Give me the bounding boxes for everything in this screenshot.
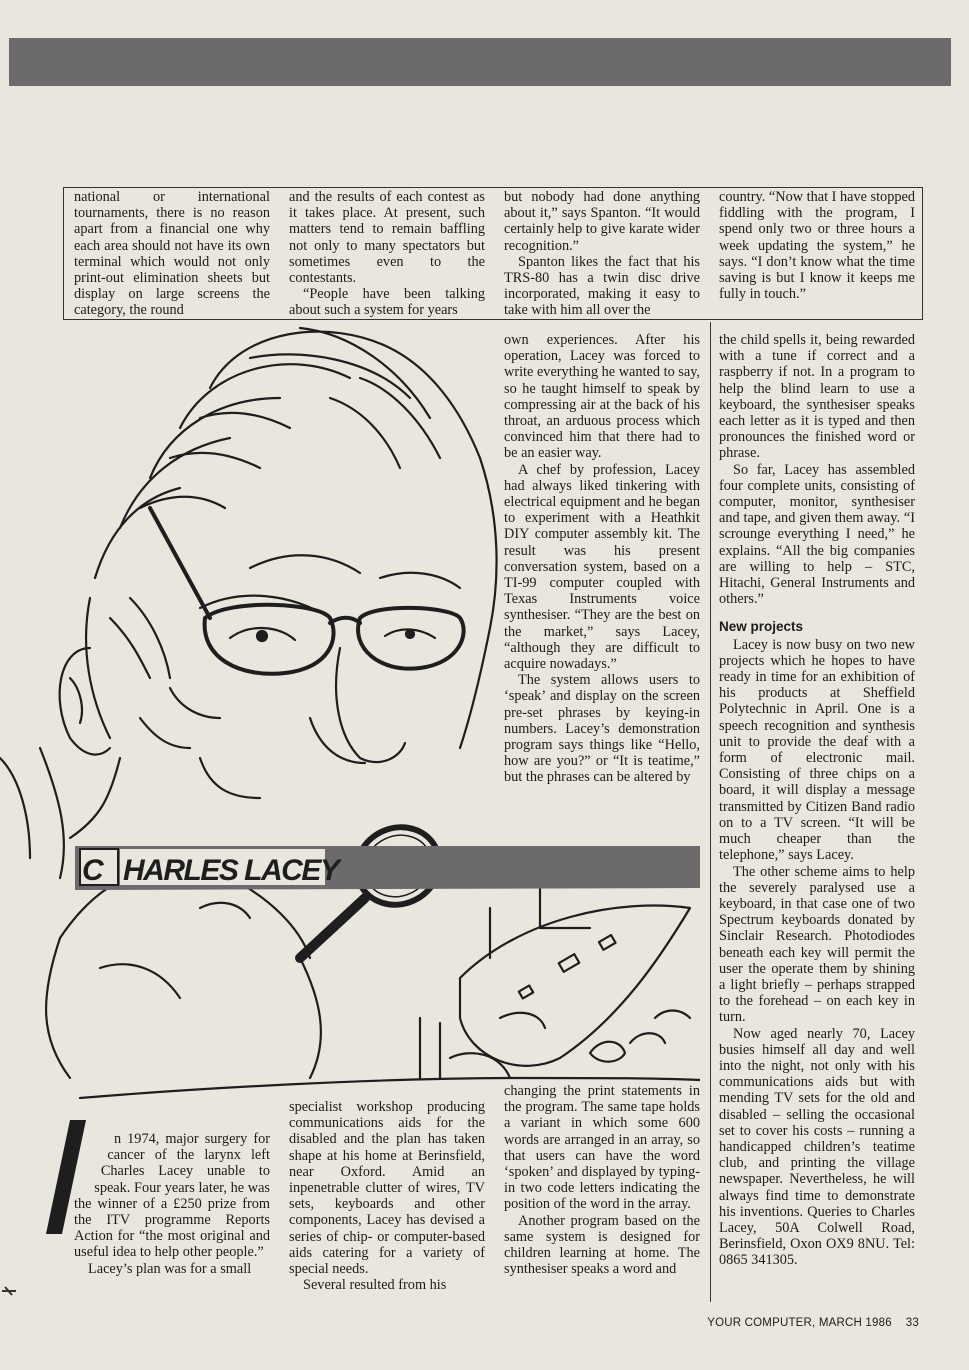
column-divider	[710, 322, 711, 1302]
paragraph: “People have been talking about such a system for years	[289, 286, 485, 319]
paragraph: country. “Now that I have stopped fiddling with the program, I spend only two or three hours a week updating the system,” he says. “I don’t know what the time saving is but I know it keeps me fully in touch.”	[719, 189, 915, 303]
paragraph: A chef by profession, Lacey had always liked tinkering with electrical equipment and he began to experiment with a Heathkit DIY computer assembly kit. The result was his present conversation system, based on a TI-99 computer coupled with Texas Instruments voice synthesiser. “They are the best on the market,” says Lacey, “although they are difficult to acquire nowadays.”	[504, 461, 700, 673]
paragraph: national or international tournaments, there is no reason apart from a financial one why each area should not have its own terminal which would not only print-out elimination sheets but display on large screens the category, the round	[74, 189, 270, 319]
top-box-rule-top	[63, 187, 923, 188]
top-column-4	[719, 189, 915, 302]
bottom-column-2	[289, 1099, 485, 1293]
registration-mark-icon	[2, 1285, 16, 1297]
title-rest: HARLES LACEY	[123, 854, 339, 887]
bottom-column-3	[504, 1083, 700, 1277]
paragraph: Lacey’s plan was for a small	[88, 1260, 252, 1277]
paragraph: Spanton likes the fact that his TRS-80 has a twin disc drive incorporated, making it easy to take with him all over the	[504, 253, 700, 319]
right-column-4	[719, 332, 915, 1269]
paragraph: So far, Lacey has assembled four complete units, consisting of computer, monitor, synthesiser and tape, and given them away. “I scrounge everything I need,” he explains. “All the big companies are willing to help – STC, Hitachi, General Instruments and others.”	[719, 461, 915, 608]
page-number: 33	[905, 1317, 919, 1329]
top-column-2	[289, 189, 485, 319]
middle-column-3	[504, 332, 700, 786]
bottom-column-1	[74, 1131, 270, 1277]
top-column-1	[74, 189, 270, 319]
magazine-issue: YOUR COMPUTER, MARCH 1986	[707, 1317, 892, 1329]
lead-paragraph	[74, 1131, 270, 1261]
page-footer	[707, 1317, 919, 1329]
title-initial: C	[82, 854, 103, 887]
paragraph: and the results of each contest as it takes place. At present, such matters tend to remain baffling not only to many spectators but sometimes even to the contestants.	[289, 189, 485, 287]
paragraph: specialist workshop producing communications aids for the disabled and the plan has taken shape at his home at Berinsfield, near Oxford. Amid an inpenetrable clutter of wires, TV sets, keyboards and other components, Lacey has devised a series of chip- or computer-based aids catering for a variety of special needs.	[289, 1099, 485, 1278]
top-box-rule-left	[63, 187, 64, 319]
header-bar	[9, 38, 951, 86]
paragraph: the child spells it, being rewarded with a tune if correct and a raspberry if not. In a program to help the blind learn to use a keyboard, the synthesiser speaks each letter as it is typed and then pronounces the finished word or phrase.	[719, 332, 915, 462]
lead-text: n 1974, major surgery for cancer of the larynx left Charles Lacey unable to speak. Four years later, he was the winner of a £250 prize from the ITV programme Reports Action for “the most original and useful idea to help other people.”	[74, 1131, 270, 1261]
paragraph: own experiences. After his operation, Lacey was forced to write everything he wanted to say, so he taught himself to speak by compressing air at the back of his throat, an arduous process which convinced him that there had to be an easier way.	[504, 332, 700, 462]
paragraph: but nobody had done anything about it,” says Spanton. “It would certainly help to give karate wider recognition.”	[504, 189, 700, 254]
paragraph: changing the print statements in the program. The same tape holds a variant in which some 600 words are arranged in an array, so that users can have the word ‘spoken’ and displayed by typing-in two code letters indicating the position of the word in the array.	[504, 1083, 700, 1213]
paragraph: Now aged nearly 70, Lacey busies himself all day and well into the night, not only with his communications aids but with mending TV sets for the old and disabled – selling the occasional set to cover his costs – running a handicapped children’s teatime club, and printing the village newspaper. Nevertheless, he will always find time to demonstrate his inventions. Queries to Charles Lacey, 50A Colwell Road, Berinsfield, Oxon OX9 8NU. Tel: 0865 341305.	[719, 1025, 915, 1269]
top-box-rule-right	[922, 187, 923, 319]
paragraph: Lacey is now busy on two new projects which he hopes to have ready in time for an exhibition of his products at Sheffield Polytechnic in April. One is a speech recognition and synthesis unit to provide the deaf with a form of electronic mail. Consisting of three chips on a board, it will display a message transmitted by Citizen Band radio on to a TV screen. “It will be much cheaper than the telephone,” says Lacey.	[719, 636, 915, 864]
paragraph: Several resulted from his	[303, 1277, 447, 1294]
paragraph: Another program based on the same system is designed for children learning at home. The synthesiser speaks a word and	[504, 1212, 700, 1278]
paragraph: The system allows users to ‘speak’ and display on the screen pre-set phrases by keying-in numbers. Lacey’s demonstration program says things like “Hello, how are you?” or “It is teatime,” but the phrases can be altered by	[504, 672, 700, 786]
paragraph: The other scheme aims to help the severely paralysed use a keyboard, in that case one of two Spectrum keyboards donated by Sinclair Research. Photodiodes beneath each key will permit the user the operate them by shining a light briefly – perhaps strapped to the forehead – on each key in turn.	[719, 863, 915, 1026]
subheading: New projects	[719, 619, 804, 635]
top-column-3	[504, 189, 700, 319]
